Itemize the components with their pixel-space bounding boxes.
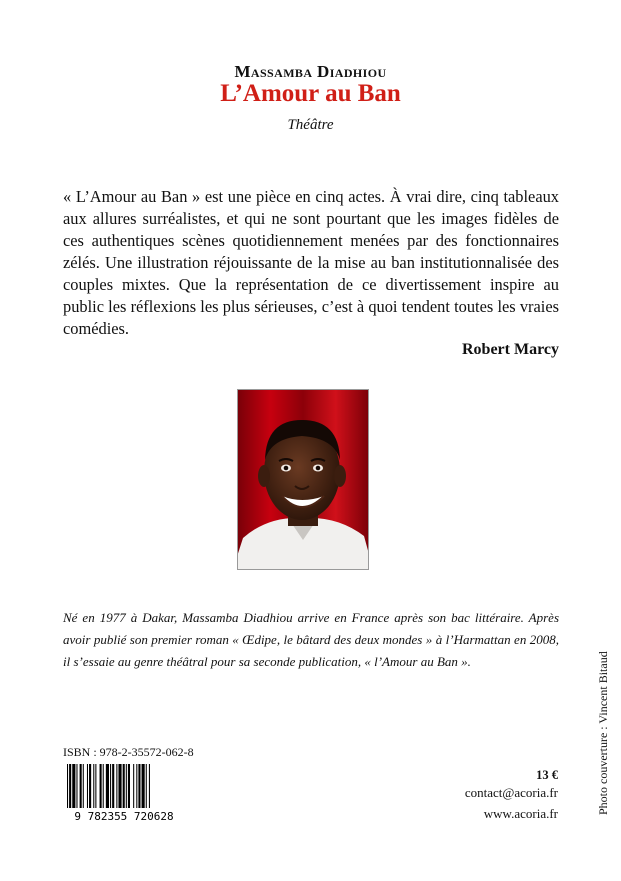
author-photo — [237, 389, 369, 570]
photo-credit: Photo couverture : Vincent Bitaud — [596, 651, 610, 815]
book-genre: Théâtre — [287, 117, 334, 133]
author-name: Massamba Diadhiou — [234, 62, 387, 81]
contact-block — [465, 782, 558, 824]
book-title: L’Amour au Ban — [220, 80, 401, 107]
barcode — [63, 764, 185, 822]
blurb-text: « L’Amour au Ban » est une pièce en cinq actes. À vrai dire, cinq tableaux aux allures surréalistes, et qui ne sont pourtant que les images fidèles de ces authentiques scènes quotidiennement menées par des fonctionnaires zélés. Une illustration réjouissante de la mise au ban institutionnalisée des couples mixtes. Que la représentation de ce divertissement inspire au public les réflexions les plus sérieuses, c’est à quoi tendent toutes les vraies comédies. — [63, 187, 559, 338]
author-bio: Né en 1977 à Dakar, Massamba Diadhiou arrive en France après son bac littéraire. Après avoir publié son premier roman « Œdipe, le bâtard des deux mondes » à l’Harmattan en 2008, il s’essaie au genre théâtral pour sa seconde publication, « l’Amour au Ban ». — [63, 610, 559, 669]
barcode-bars — [67, 764, 150, 808]
website: www.acoria.fr — [483, 806, 558, 821]
price: 13 € — [536, 768, 558, 782]
barcode-digits: 9 782355 720628 — [74, 810, 174, 822]
contact-email: contact@acoria.fr — [464, 785, 558, 800]
blurb-signature: Robert Marcy — [462, 341, 559, 358]
isbn: ISBN : 978-2-35572-062-8 — [63, 745, 194, 759]
